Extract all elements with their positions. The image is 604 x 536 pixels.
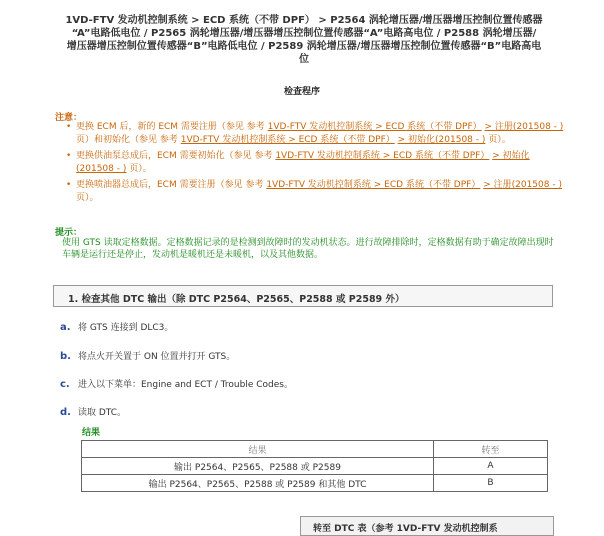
result-table xyxy=(81,440,548,492)
caution-item xyxy=(64,179,564,205)
substep-c xyxy=(60,377,293,390)
substep-text: 将点火开关置于 ON 位置并打开 GTS。 xyxy=(78,352,236,362)
substep-letter: d. xyxy=(60,407,71,418)
substep-letter: c. xyxy=(60,379,70,390)
result-label: 结果 xyxy=(82,428,101,438)
title-line-4: 位 xyxy=(299,54,309,65)
caution-item xyxy=(64,150,564,176)
link-initialize[interactable]: > 初始化(201508 - ) xyxy=(397,135,486,145)
substep-text: 进入以下菜单：Engine and ECT / Trouble Codes。 xyxy=(78,380,293,390)
substep-a xyxy=(60,320,173,333)
substep-letter: b. xyxy=(60,351,71,362)
substep-text: 将 GTS 连接到 DLC3。 xyxy=(78,323,174,333)
link-ecd-system[interactable]: 1VD-FTV 发动机控制系统 > ECD 系统（不带 DPF） xyxy=(180,135,395,145)
goto-dtc-text: 转至 DTC 表（参考 1VD-FTV 发动机控制系 xyxy=(313,524,498,534)
caution-text: 更换 ECM 后，新的 ECM 需要注册（参见 参考 xyxy=(76,122,268,132)
table-row xyxy=(82,475,548,492)
caution-text: 更换供油泵总成后，ECM 需要初始化（参见 参考 xyxy=(76,151,276,161)
goto-dtc-box xyxy=(300,516,554,536)
caution-label: 注意： xyxy=(55,113,83,123)
title-line-3: 增压器增压控制位置传感器“B”电路低电位 / P2589 涡轮增压器/增压器增压控制位置传感器“B”电路高电 xyxy=(66,41,542,52)
substep-d xyxy=(60,405,126,418)
substep-letter: a. xyxy=(60,322,71,333)
substep-b xyxy=(60,349,235,362)
table-row xyxy=(82,458,548,475)
caution-text: 页）和初始化（参见 参考 xyxy=(76,135,181,145)
caution-item xyxy=(64,121,564,147)
procedure-title: 检查程序 xyxy=(283,87,320,97)
caution-text: 更换喷油器总成后，ECM 需要注册（参见 参考 xyxy=(76,180,267,190)
caution-text: 页）。 xyxy=(485,135,511,145)
step-1-header xyxy=(53,285,553,307)
step-1-title: 1. 检查其他 DTC 输出（除 DTC P2564、P2565、P2588 或 P2589 外） xyxy=(68,294,405,305)
title-line-1: 1VD-FTV 发动机控制系统 > ECD 系统（不带 DPF） > P2564 涡轮增压器/增压器增压控制位置传感器 xyxy=(65,15,543,26)
table-header-row xyxy=(82,441,548,458)
hint-label: 提示： xyxy=(55,228,83,238)
link-ecd-system[interactable]: 1VD-FTV 发动机控制系统 > ECD 系统（不带 DPF） xyxy=(275,151,490,161)
caution-list xyxy=(64,121,564,208)
link-register[interactable]: > 注册(201508 - ) xyxy=(483,180,562,190)
header-goto: 转至 xyxy=(434,441,548,458)
goto-cell: A xyxy=(434,458,548,475)
hint-text: 使用 GTS 读取定格数据。定格数据记录的是检测到故障时的发动机状态。进行故障排除时，定格数据有助于确定故障出现时车辆是运行还是停止，发动机是暖机还是未暖机，以及其他数据。 xyxy=(62,238,554,260)
link-ecd-system[interactable]: 1VD-FTV 发动机控制系统 > ECD 系统（不带 DPF） xyxy=(267,122,482,132)
link-initialize[interactable]: > 初始化(201508 - ) xyxy=(76,151,530,174)
substep-text: 读取 DTC。 xyxy=(78,408,127,418)
link-register[interactable]: > 注册(201508 - ) xyxy=(484,122,564,132)
page-title xyxy=(30,14,578,66)
result-cell: 输出 P2564、P2565、P2588 或 P2589 xyxy=(82,458,434,475)
title-line-2: “A”电路低电位 / P2565 涡轮增压器/增压器增压控制位置传感器“A”电路高电位 / P2588 涡轮增压器/ xyxy=(71,28,537,39)
goto-cell: B xyxy=(434,475,548,492)
caution-text: 页）。 xyxy=(126,164,152,174)
result-cell: 输出 P2564、P2565、P2588 或 P2589 和其他 DTC xyxy=(82,475,434,492)
caution-text: 页）。 xyxy=(76,193,99,203)
header-result: 结果 xyxy=(82,441,434,458)
link-ecd-system[interactable]: 1VD-FTV 发动机控制系统 > ECD 系统（不带 DPF） xyxy=(266,180,481,190)
